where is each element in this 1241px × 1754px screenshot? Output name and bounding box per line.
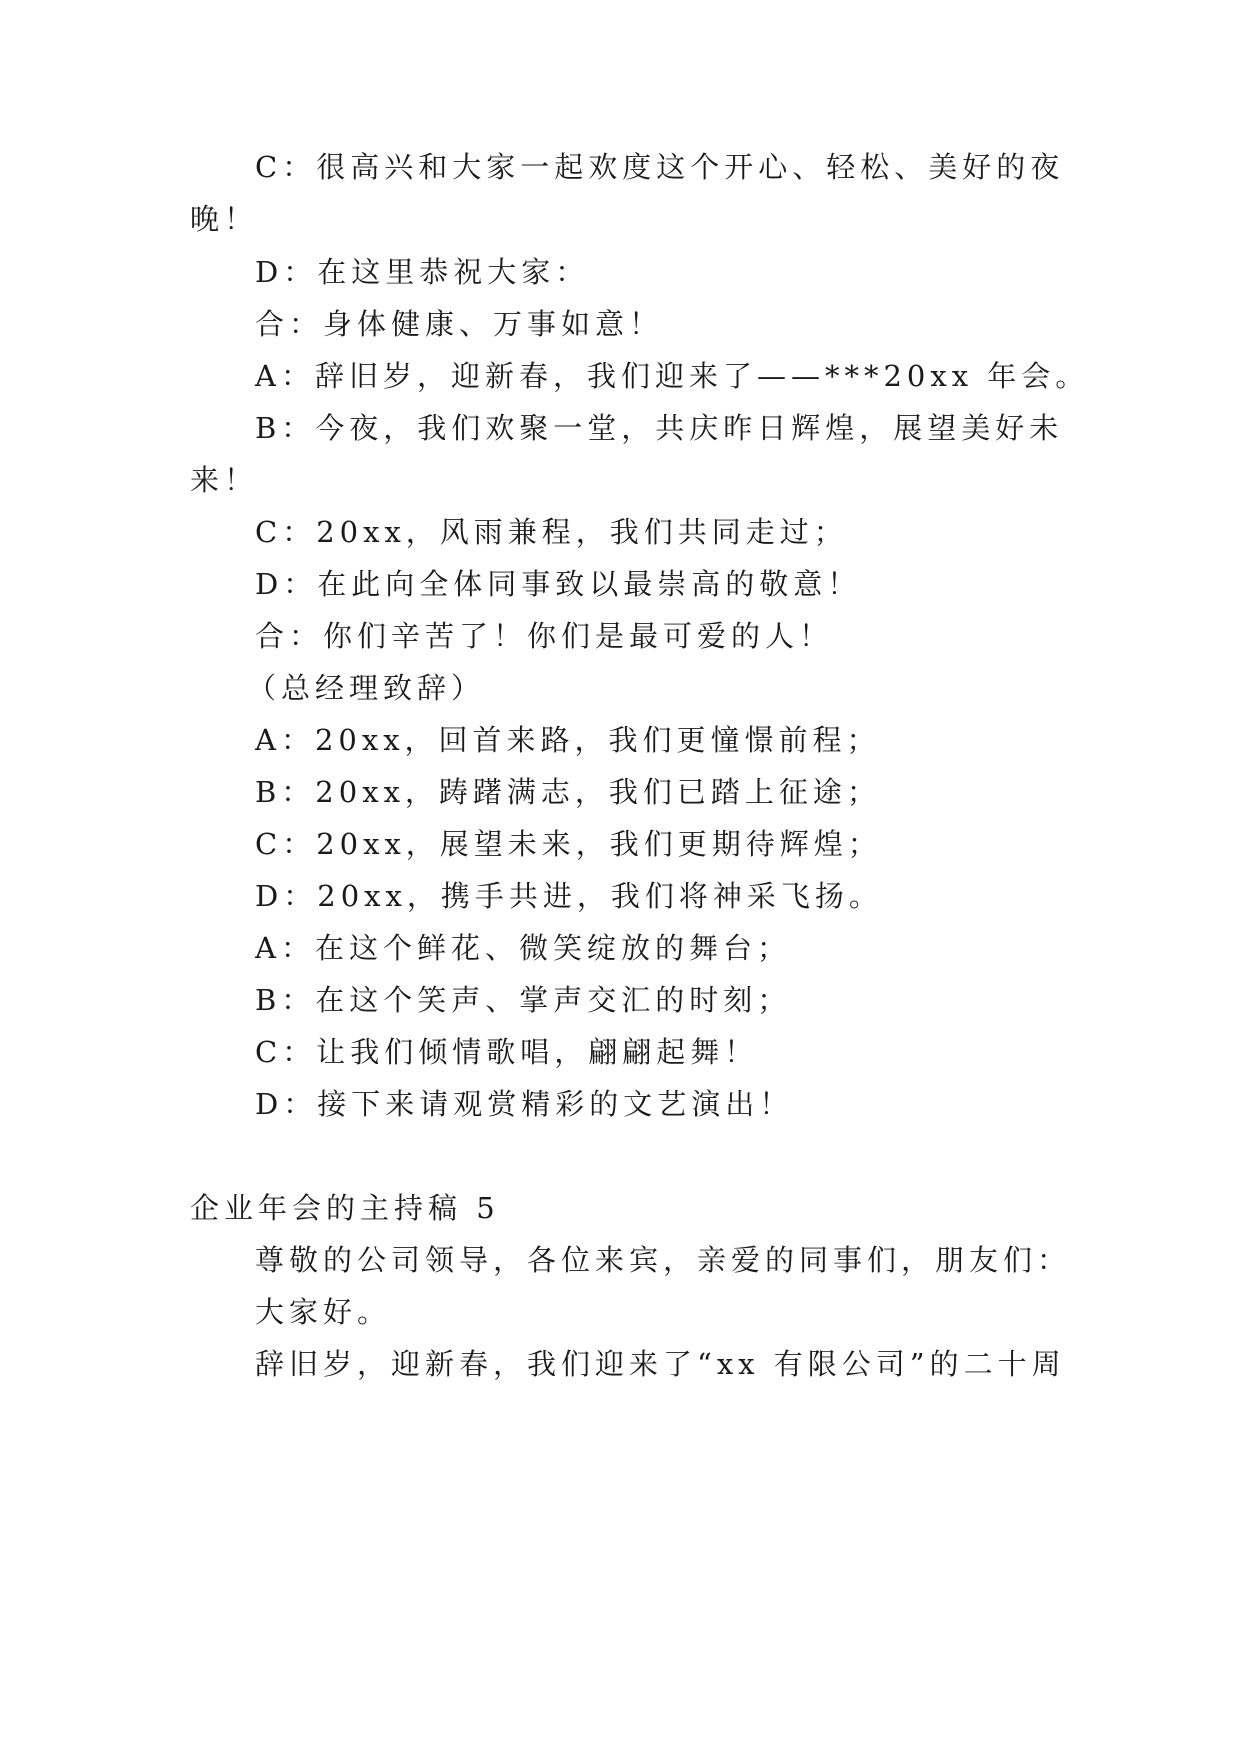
text-line: D：在这里恭祝大家： [255, 255, 590, 289]
text-line: A：20xx，回首来路，我们更憧憬前程； [255, 723, 881, 757]
text-line: 晚！ [190, 202, 259, 236]
text-line: 辞旧岁，迎新春，我们迎来了“xx 有限公司”的二十周 [255, 1347, 1066, 1381]
text-line: 大家好。 [255, 1295, 392, 1329]
text-line: D：接下来请观赏精彩的文艺演出！ [255, 1087, 794, 1121]
text-line: D：20xx，携手共进，我们将神采飞扬。 [255, 879, 883, 913]
text-line: 尊敬的公司领导，各位来宾，亲爱的同事们，朋友们： [255, 1243, 1072, 1277]
text-line: C：20xx，风雨兼程，我们共同走过； [255, 515, 848, 549]
text-line: 合：你们辛苦了！你们是最可爱的人！ [255, 619, 834, 653]
section-heading: 企业年会的主持稿 5 [190, 1191, 500, 1225]
text-line: C：很高兴和大家一起欢度这个开心、轻松、美好的夜 [255, 150, 1065, 184]
text-line: D：在此向全体同事致以最崇高的敬意！ [255, 567, 862, 601]
text-line: B：今夜，我们欢聚一堂，共庆昨日辉煌，展望美好未 [255, 411, 1064, 445]
text-line: A：在这个鲜花、微笑绽放的舞台； [255, 931, 791, 965]
text-line: （总经理致辞） [247, 671, 486, 705]
text-line: 合：身体健康、万事如意！ [255, 307, 664, 341]
text-line: B：在这个笑声、掌声交汇的时刻； [255, 983, 792, 1017]
text-line: C：20xx，展望未来，我们更期待辉煌； [255, 827, 882, 861]
text-line: A：辞旧岁，迎新春，我们迎来了——***20xx 年会。 [255, 359, 1090, 393]
text-line: 来！ [190, 463, 259, 497]
text-line: B：20xx，踌躇满志，我们已踏上征途； [255, 775, 881, 809]
text-line: C：让我们倾情歌唱，翩翩起舞！ [255, 1035, 759, 1069]
